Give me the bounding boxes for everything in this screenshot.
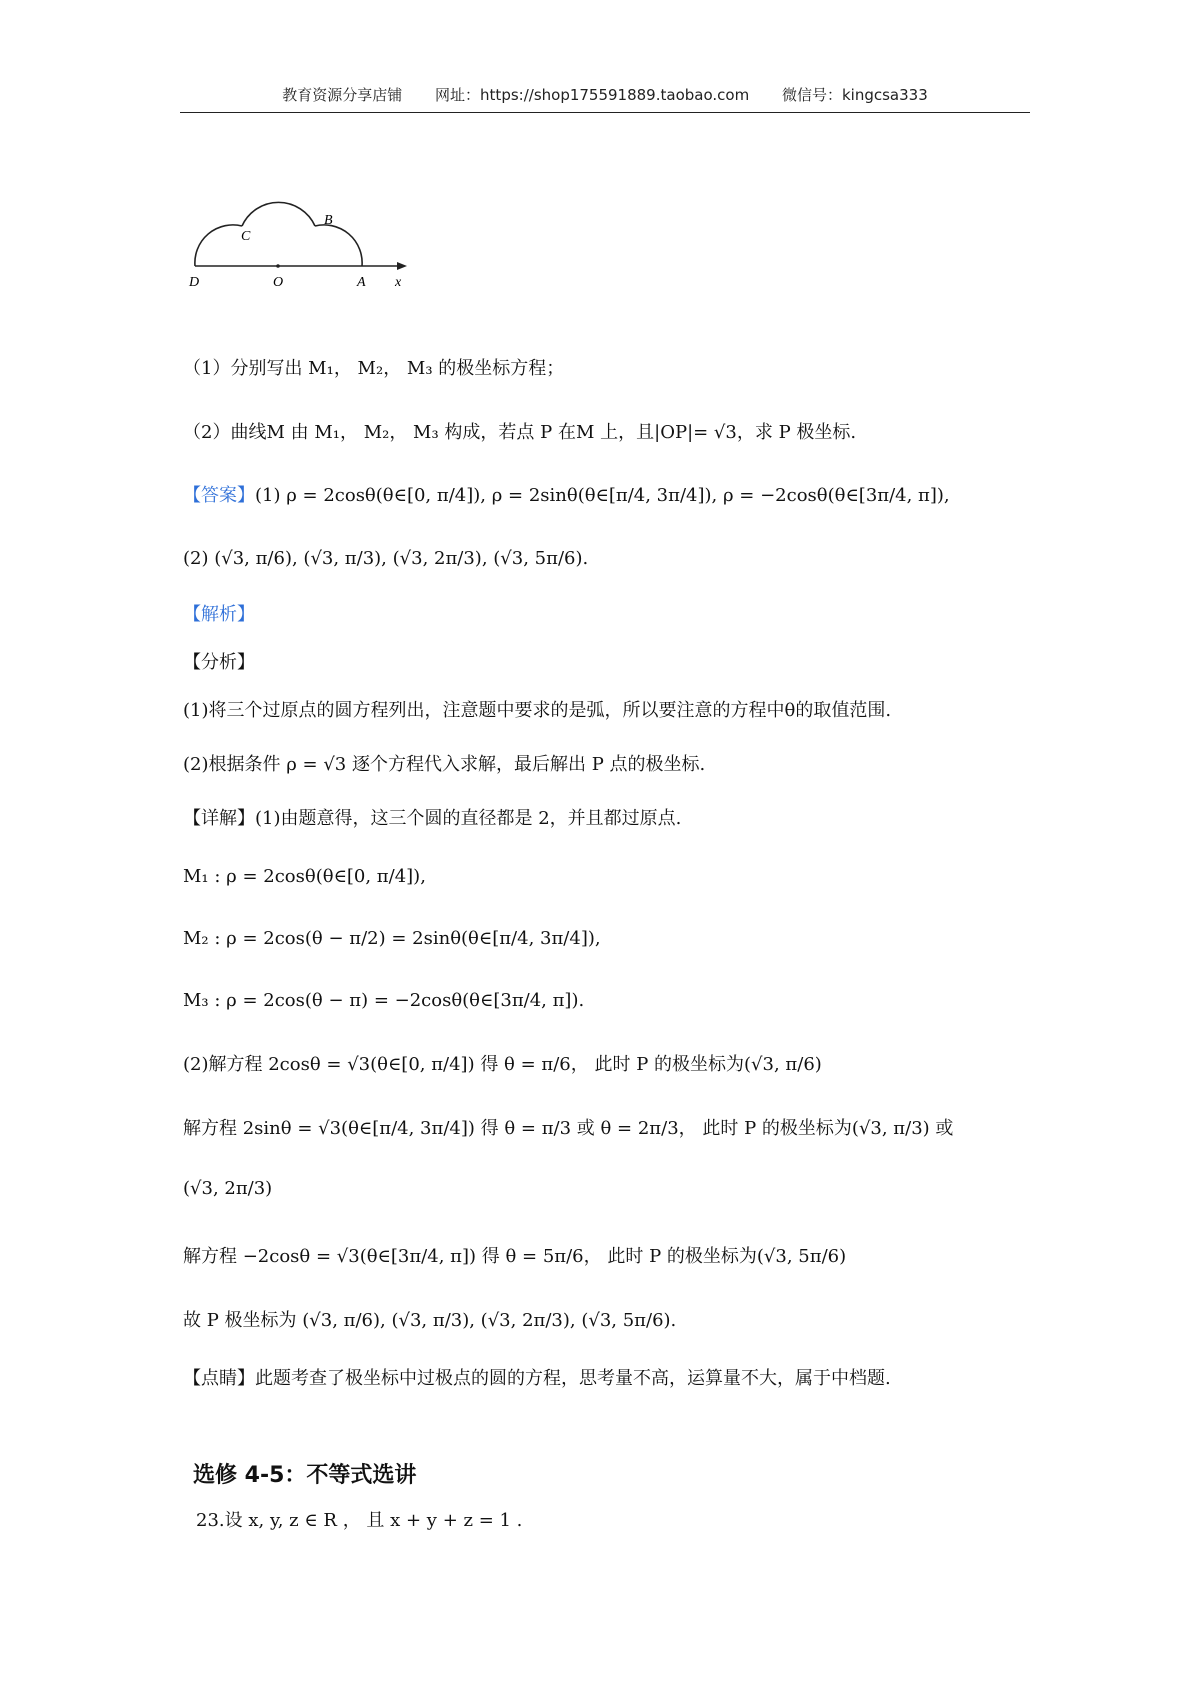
detail-intro: 【详解】(1)由题意得，这三个圆的直径都是 2，并且都过原点. — [183, 808, 682, 829]
detail-m1: M₁ : ρ = 2cosθ(θ∈[0, π/4]), — [183, 866, 426, 887]
analysis-point-2: (2)根据条件 ρ = √3 逐个方程代入求解，最后解出 P 点的极坐标. — [183, 754, 706, 775]
label-x: x — [395, 275, 402, 290]
origin-point — [276, 264, 280, 268]
header-site: 网址：https://shop175591889.taobao.com — [435, 86, 750, 104]
analysis-point-1: (1)将三个过原点的圆方程列出，注意题中要求的是弧，所以要注意的方程中θ的取值范围. — [183, 700, 892, 721]
header-divider — [180, 112, 1030, 113]
answer-line-2: (2) (√3, π/6), (√3, π/3), (√3, 2π/3), (√3, 5π/6). — [183, 548, 589, 569]
detail-m3: M₃ : ρ = 2cos(θ − π) = −2cosθ(θ∈[3π/4, π]). — [183, 990, 585, 1011]
header-store: 教育资源分享店铺 — [282, 86, 403, 104]
detail-step-2b: (√3, 2π/3) — [183, 1178, 273, 1199]
arc-m1 — [315, 225, 362, 266]
label-a: A — [357, 275, 366, 290]
section-title: 选修 4-5：不等式选讲 — [193, 1463, 417, 1488]
answer-text-1: (1) ρ = 2cosθ(θ∈[0, π/4]), ρ = 2sinθ(θ∈[π/4, 3π/4]), ρ = −2cosθ(θ∈[3π/4, π]), — [255, 485, 950, 506]
arc-m2 — [242, 202, 315, 226]
detail-step-1: (2)解方程 2cosθ = √3(θ∈[0, π/4]) 得 θ = π/6， 此时 P 的极坐标为(√3, π/6) — [183, 1054, 822, 1075]
page-header — [180, 84, 1030, 105]
detail-step-4: 故 P 极坐标为 (√3, π/6), (√3, π/3), (√3, 2π/3), (√3, 5π/6). — [183, 1310, 677, 1331]
question-1: （1）分别写出 M₁， M₂， M₃ 的极坐标方程； — [183, 358, 565, 379]
analysis-tag: 【解析】 — [183, 604, 255, 625]
analysis-subtitle: 【分析】 — [183, 652, 255, 673]
detail-step-2: 解方程 2sinθ = √3(θ∈[π/4, 3π/4]) 得 θ = π/3 或 θ = 2π/3， 此时 P 的极坐标为(√3, π/3) 或 — [183, 1118, 954, 1139]
detail-m2: M₂ : ρ = 2cos(θ − π/2) = 2sinθ(θ∈[π/4, 3π/4]), — [183, 928, 601, 949]
answer-tag: 【答案】 — [183, 485, 255, 506]
figure-arcs — [185, 178, 415, 290]
label-o: O — [273, 275, 284, 290]
arc-m3 — [195, 225, 242, 266]
detail-step-3: 解方程 −2cosθ = √3(θ∈[3π/4, π]) 得 θ = 5π/6， 此时 P 的极坐标为(√3, 5π/6) — [183, 1246, 847, 1267]
question-23: 23.设 x, y, z ∈ R ， 且 x + y + z = 1 . — [196, 1510, 523, 1531]
header-wechat: 微信号：kingcsa333 — [781, 86, 928, 104]
x-axis-arrow — [397, 262, 407, 270]
answer-line-1 — [183, 487, 950, 505]
label-b: B — [324, 213, 333, 228]
label-d: D — [189, 275, 200, 290]
label-c: C — [241, 229, 251, 244]
question-2: （2）曲线M 由 M₁， M₂， M₃ 构成，若点 P 在M 上，且|OP|= √3，求 P 极坐标. — [183, 422, 857, 443]
detail-comment: 【点睛】此题考查了极坐标中过极点的圆的方程，思考量不高，运算量不大，属于中档题. — [183, 1368, 891, 1389]
